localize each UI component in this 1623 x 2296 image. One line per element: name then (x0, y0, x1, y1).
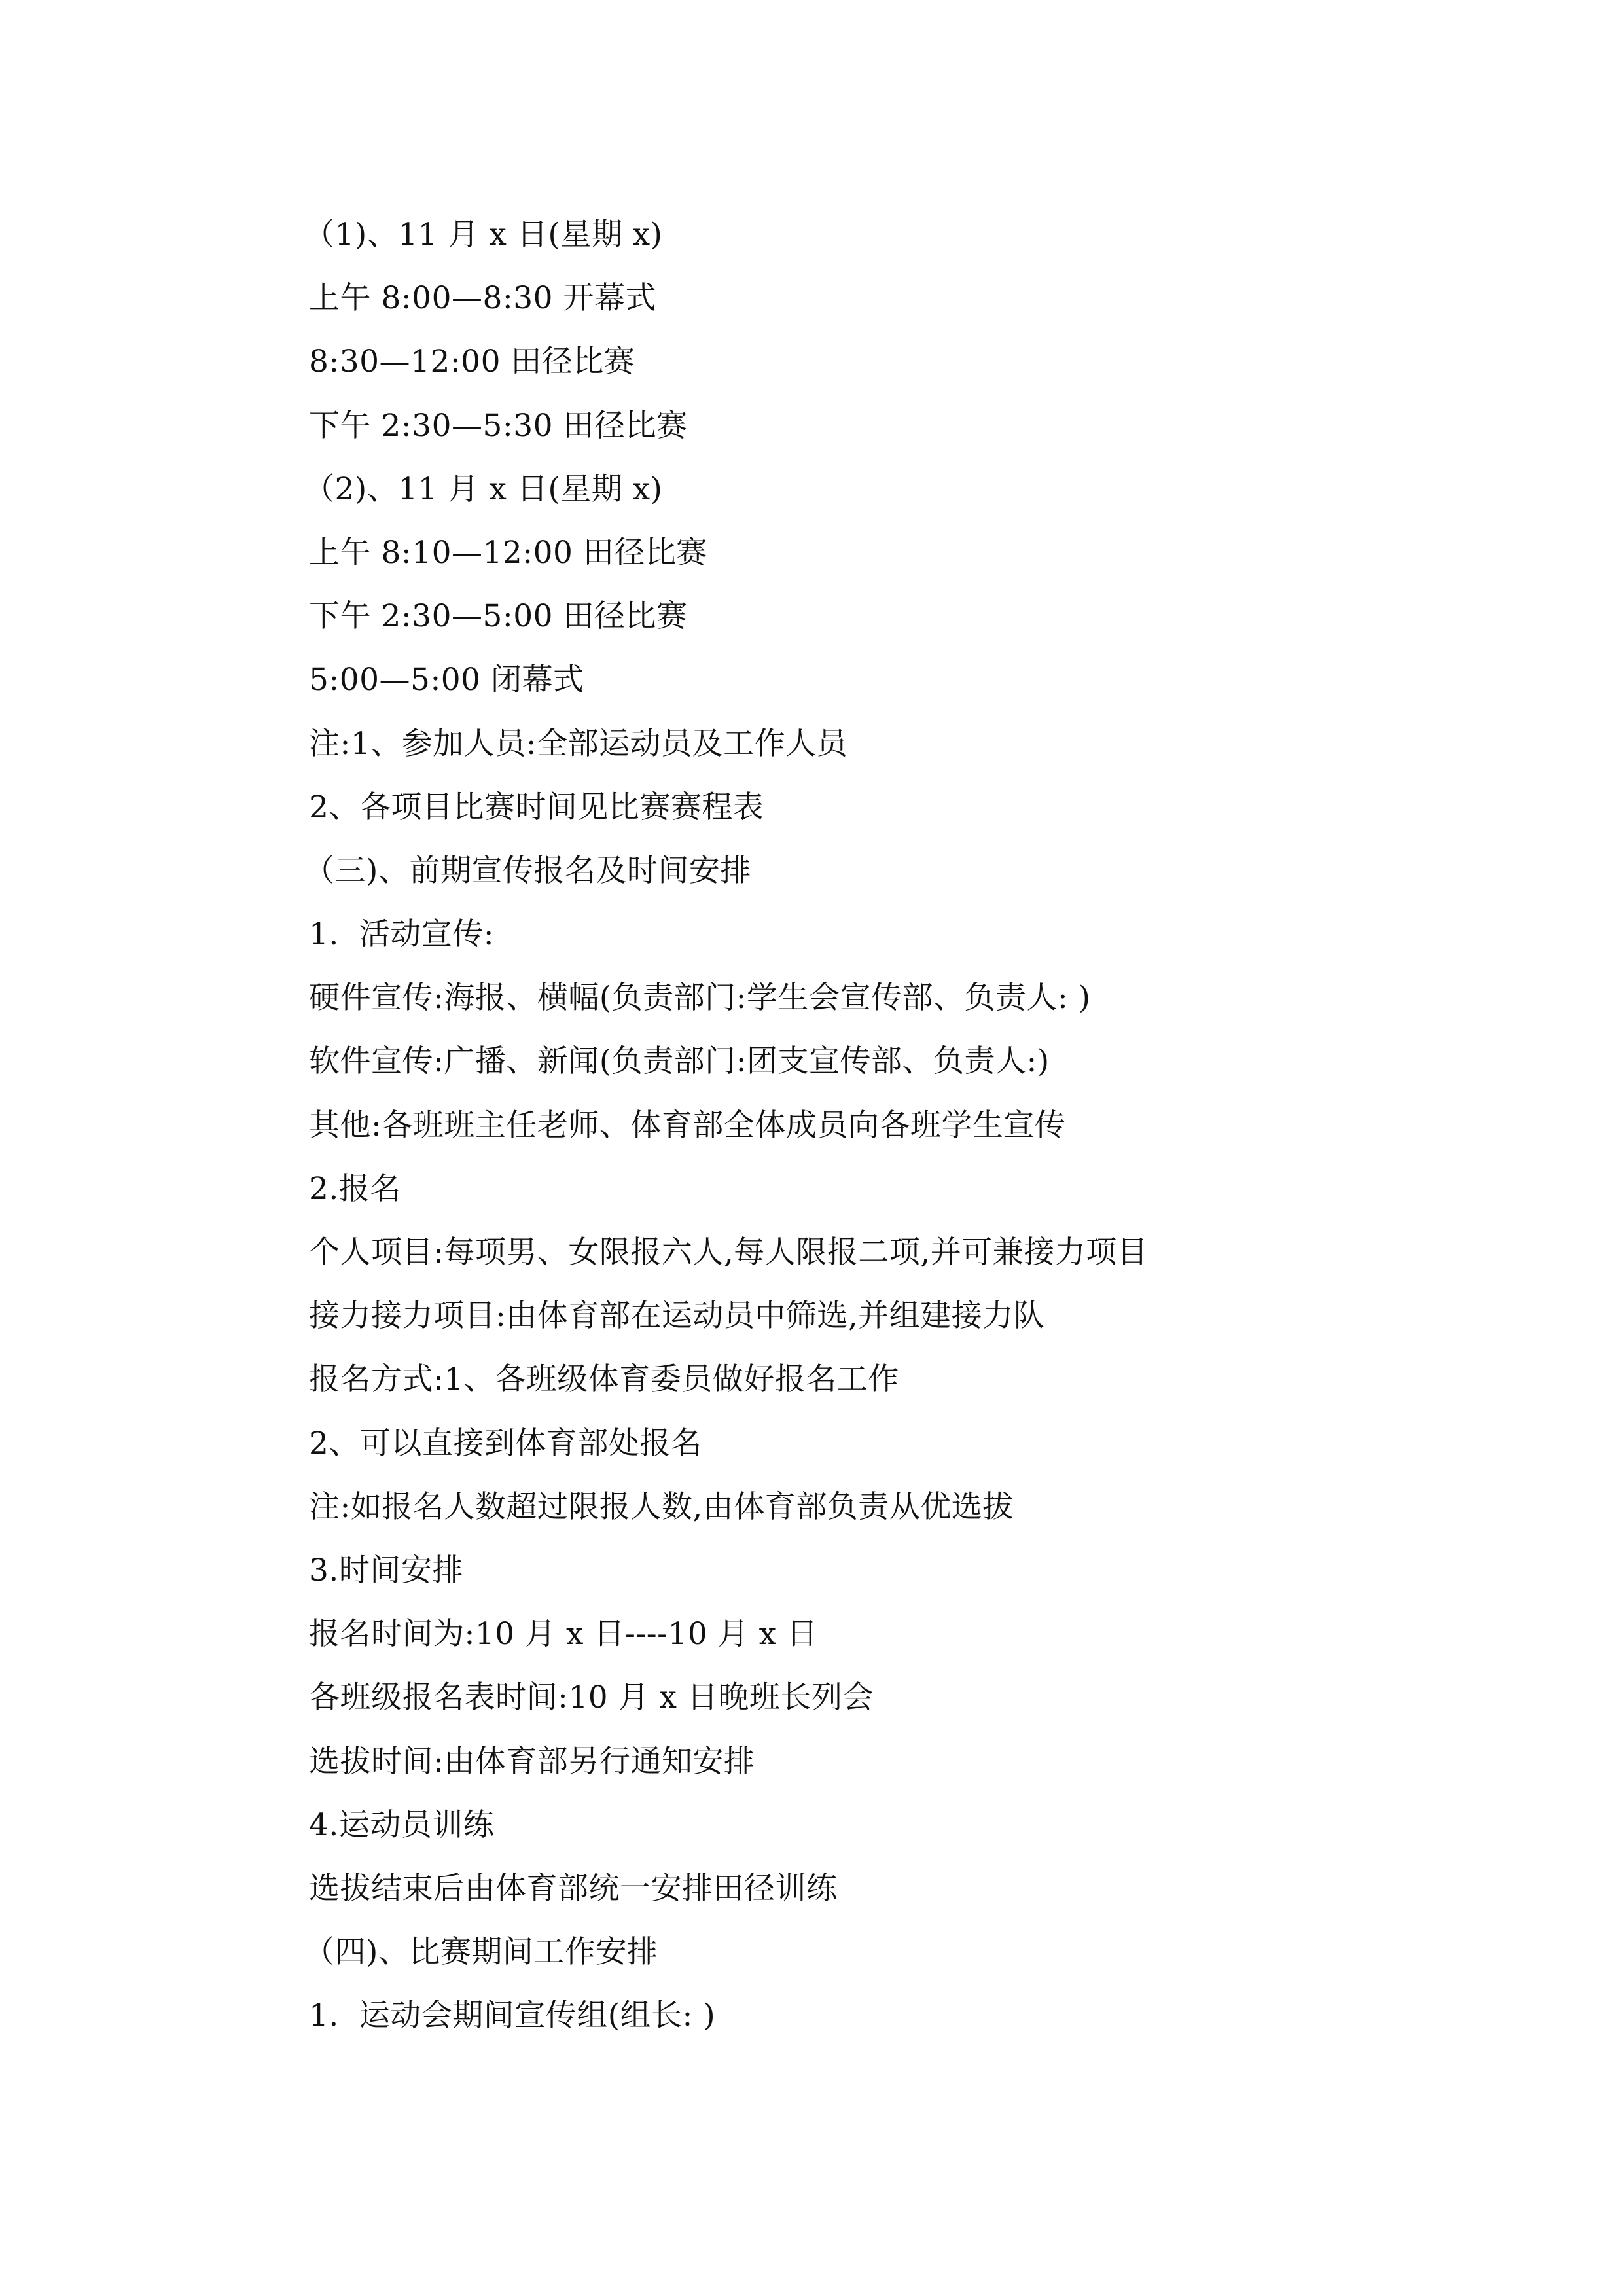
item-registration-heading: 2.报名 (309, 1170, 401, 1207)
document-body (304, 203, 1487, 2047)
item-timing-heading: 3.时间安排 (309, 1552, 463, 1588)
timing-class-forms: 各班级报名表时间:10 月 x 日晚班长列会 (309, 1679, 874, 1716)
schedule-day2-heading: （2)、11 月 x 日(星期 x) (304, 471, 663, 507)
publicity-hardware: 硬件宣传:海报、横幅(负责部门:学生会宣传部、负责人: ) (309, 980, 1091, 1016)
publicity-other: 其他:各班班主任老师、体育部全体成员向各班学生宣传 (309, 1107, 1066, 1143)
registration-method-2: 2、可以直接到体育部处报名 (309, 1425, 702, 1462)
item-training-heading: 4.运动员训练 (309, 1806, 495, 1843)
note-event-times: 2、各项目比赛时间见比赛赛程表 (309, 789, 764, 825)
section-four-heading: （四)、比赛期间工作安排 (304, 1934, 658, 1971)
schedule-day1-afternoon-track: 下午 2:30—5:30 田径比赛 (309, 407, 688, 444)
schedule-day2-closing: 5:00—5:00 闭幕式 (309, 662, 584, 698)
training-arrangement: 选拔结束后由体育部统一安排田径训练 (309, 1870, 838, 1907)
note-participants: 注:1、参加人员:全部运动员及工作人员 (309, 725, 848, 762)
publicity-software: 软件宣传:广播、新闻(负责部门:团支宣传部、负责人:) (309, 1043, 1050, 1080)
schedule-day2-afternoon-track: 下午 2:30—5:00 田径比赛 (309, 598, 688, 635)
registration-relay: 接力接力项目:由体育部在运动员中筛选,并组建接力队 (309, 1298, 1045, 1335)
timing-registration-period: 报名时间为:10 月 x 日----10 月 x 日 (309, 1616, 818, 1653)
item-publicity-group: 1. 运动会期间宣传组(组长: ) (309, 1998, 716, 2034)
schedule-day2-morning-track: 上午 8:10—12:00 田径比赛 (309, 534, 707, 571)
schedule-day1-heading: （1)、11 月 x 日(星期 x) (304, 217, 663, 253)
timing-selection: 选拔时间:由体育部另行通知安排 (309, 1743, 755, 1780)
registration-individual: 个人项目:每项男、女限报六人,每人限报二项,并可兼接力项目 (309, 1234, 1149, 1270)
section-three-heading: （三)、前期宣传报名及时间安排 (304, 852, 751, 889)
registration-note: 注:如报名人数超过限报人数,由体育部负责从优选拔 (309, 1488, 1014, 1525)
schedule-day1-opening: 上午 8:00—8:30 开幕式 (309, 280, 656, 317)
schedule-day1-morning-track: 8:30—12:00 田径比赛 (309, 344, 635, 380)
item-publicity-heading: 1. 活动宣传: (309, 916, 495, 953)
registration-method-1: 报名方式:1、各班级体育委员做好报名工作 (309, 1361, 899, 1398)
